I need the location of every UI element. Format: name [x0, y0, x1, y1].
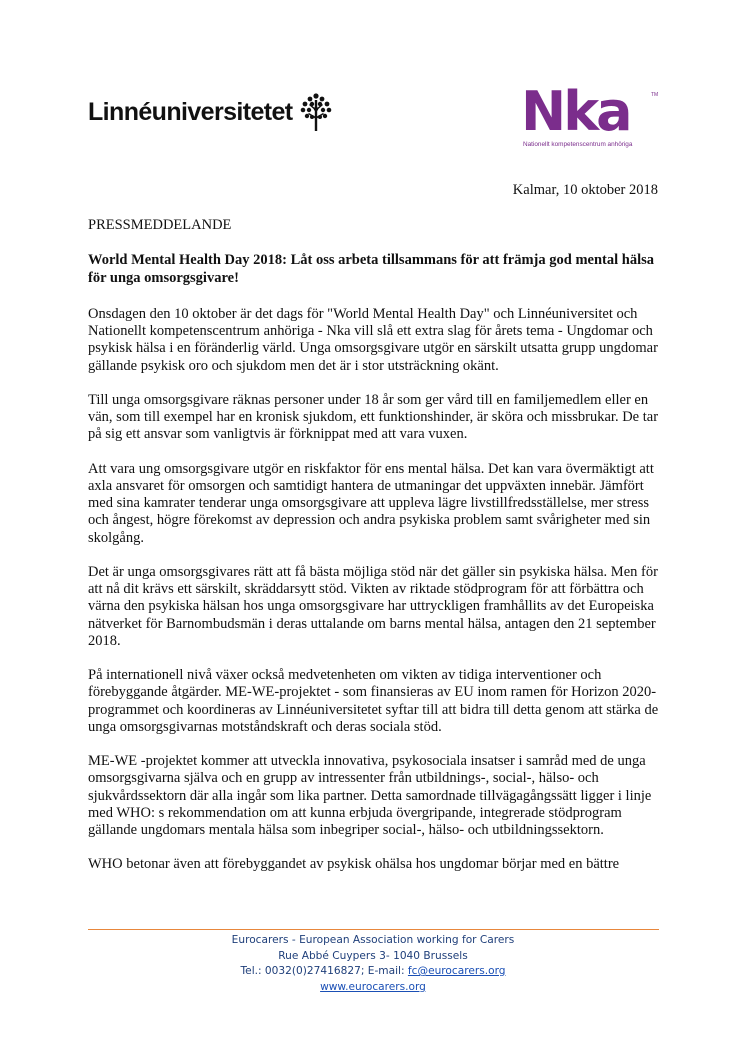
footer-website-link[interactable]: www.eurocarers.org [320, 980, 426, 993]
nka-logo-subtitle: Nationellt kompetenscentrum anhöriga [523, 141, 633, 148]
footer-email-link[interactable]: fc@eurocarers.org [407, 965, 506, 977]
footer-address: Rue Abbé Cuypers 3- 1040 Brussels [278, 949, 468, 962]
nka-logo-wordmark: Nka [521, 80, 630, 143]
footer-contact [0, 964, 746, 980]
tree-icon [299, 91, 333, 133]
paragraph: ME-WE -projektet kommer att utveckla innovativa, psykosociala insatser i samråd med de unga omsorgsgivarna själva och en grupp av intressenter från utbildnings-, social-, hälso- och sjukvårdssektorn där alla ingår som lika partner. Detta samordnade tillvägagångssätt ligger i linje med WHO: s rekommendation om att kunna erbjuda övergripande, integrerade stödprogram gällande ungdomars mentala hälsa som inbegriper social-, hälso- och utbildningssektorn. [88, 753, 652, 839]
footer-phone: Tel.: 0032(0)27416827; E-mail: [240, 965, 408, 977]
paragraph: Till unga omsorgsgivare räknas personer under 18 år som ger vård till en familjemedlem eller en vän, som till exempel har en kronisk sjukdom, ett funktionshinder, är sköra och missbrukar. De tar på sig ett ansvar som vanligtvis är förknippat med att vara vuxen. [88, 392, 659, 443]
body-text [88, 306, 664, 891]
paragraph: På internationell nivå växer också medvetenheten om vikten av tidiga interventioner och förebyggande åtgärder. ME-WE-projektet - som finansieras av EU inom ramen för Horizon 2020-programmet och koordineras av Linnéuniversitetet syftar till att bidra till detta genom att stärka de unga omsorgsgivarnas motståndskraft och deras sociala stöd. [88, 667, 659, 735]
headline: World Mental Health Day 2018: Låt oss arbeta tillsammans för att främja god mental hälsa för unga omsorgsgivare! [88, 252, 654, 286]
place-and-date: Kalmar, 10 oktober 2018 [512, 182, 658, 198]
linneuniversitetet-logo [88, 90, 333, 134]
nka-logo [521, 80, 661, 154]
paragraph: WHO betonar även att förebyggandet av psykisk ohälsa hos ungdomar börjar med en bättre [88, 856, 620, 873]
paragraph: Det är unga omsorgsgivares rätt att få bästa möjliga stöd när det gäller sin psykiska hälsa. Men för att nå dit krävs ett särskilt, skräddarsytt stöd. Vikten av riktade stödprogram för att förbättra och värna den psykiska hälsan hos unga omsorgsgivare har uttryckligen framhållits av det Europeiska nätverket för Barnombudsmän i deras uttalande om barns mental hälsa, antagen den 21 september 2018. [88, 564, 658, 649]
footer-divider [88, 929, 659, 930]
paragraph: Onsdagen den 10 oktober är det dags för "World Mental Health Day" och Linnéuniversitet och Nationellt kompetenscentrum anhöriga - Nka vill slå ett extra slag för årets tema - Ungdomar och psykisk hälsa i en föränderlig värld. Unga omsorgsgivare utgör en särskilt utsatta grupp ungdomar gällande psykisk oro och sjukdom men det är i stor utsträckning okänt. [88, 306, 658, 374]
document-type: PRESSMEDDELANDE [88, 217, 232, 233]
linneuniversitetet-logo-text: Linnéuniversitetet [88, 97, 293, 126]
footer-organization: Eurocarers - European Association working for Carers [231, 934, 515, 946]
footer [0, 933, 746, 995]
nka-logo-trademark: TM [651, 92, 659, 98]
paragraph: Att vara ung omsorgsgivare utgör en riskfaktor för ens mental hälsa. Det kan vara övermäktigt att axla ansvaret för omsorgen och samtidigt hantera de utmaningar det uppväxten innebär. Jämfört med sina kamrater tenderar unga omsorgsgivare att uppleva lägre livstillfredsställelse, mer stress och ångest, högre förekomst av depression och andra psykiska problem samt svårigheter med sin skolgång. [88, 460, 654, 546]
